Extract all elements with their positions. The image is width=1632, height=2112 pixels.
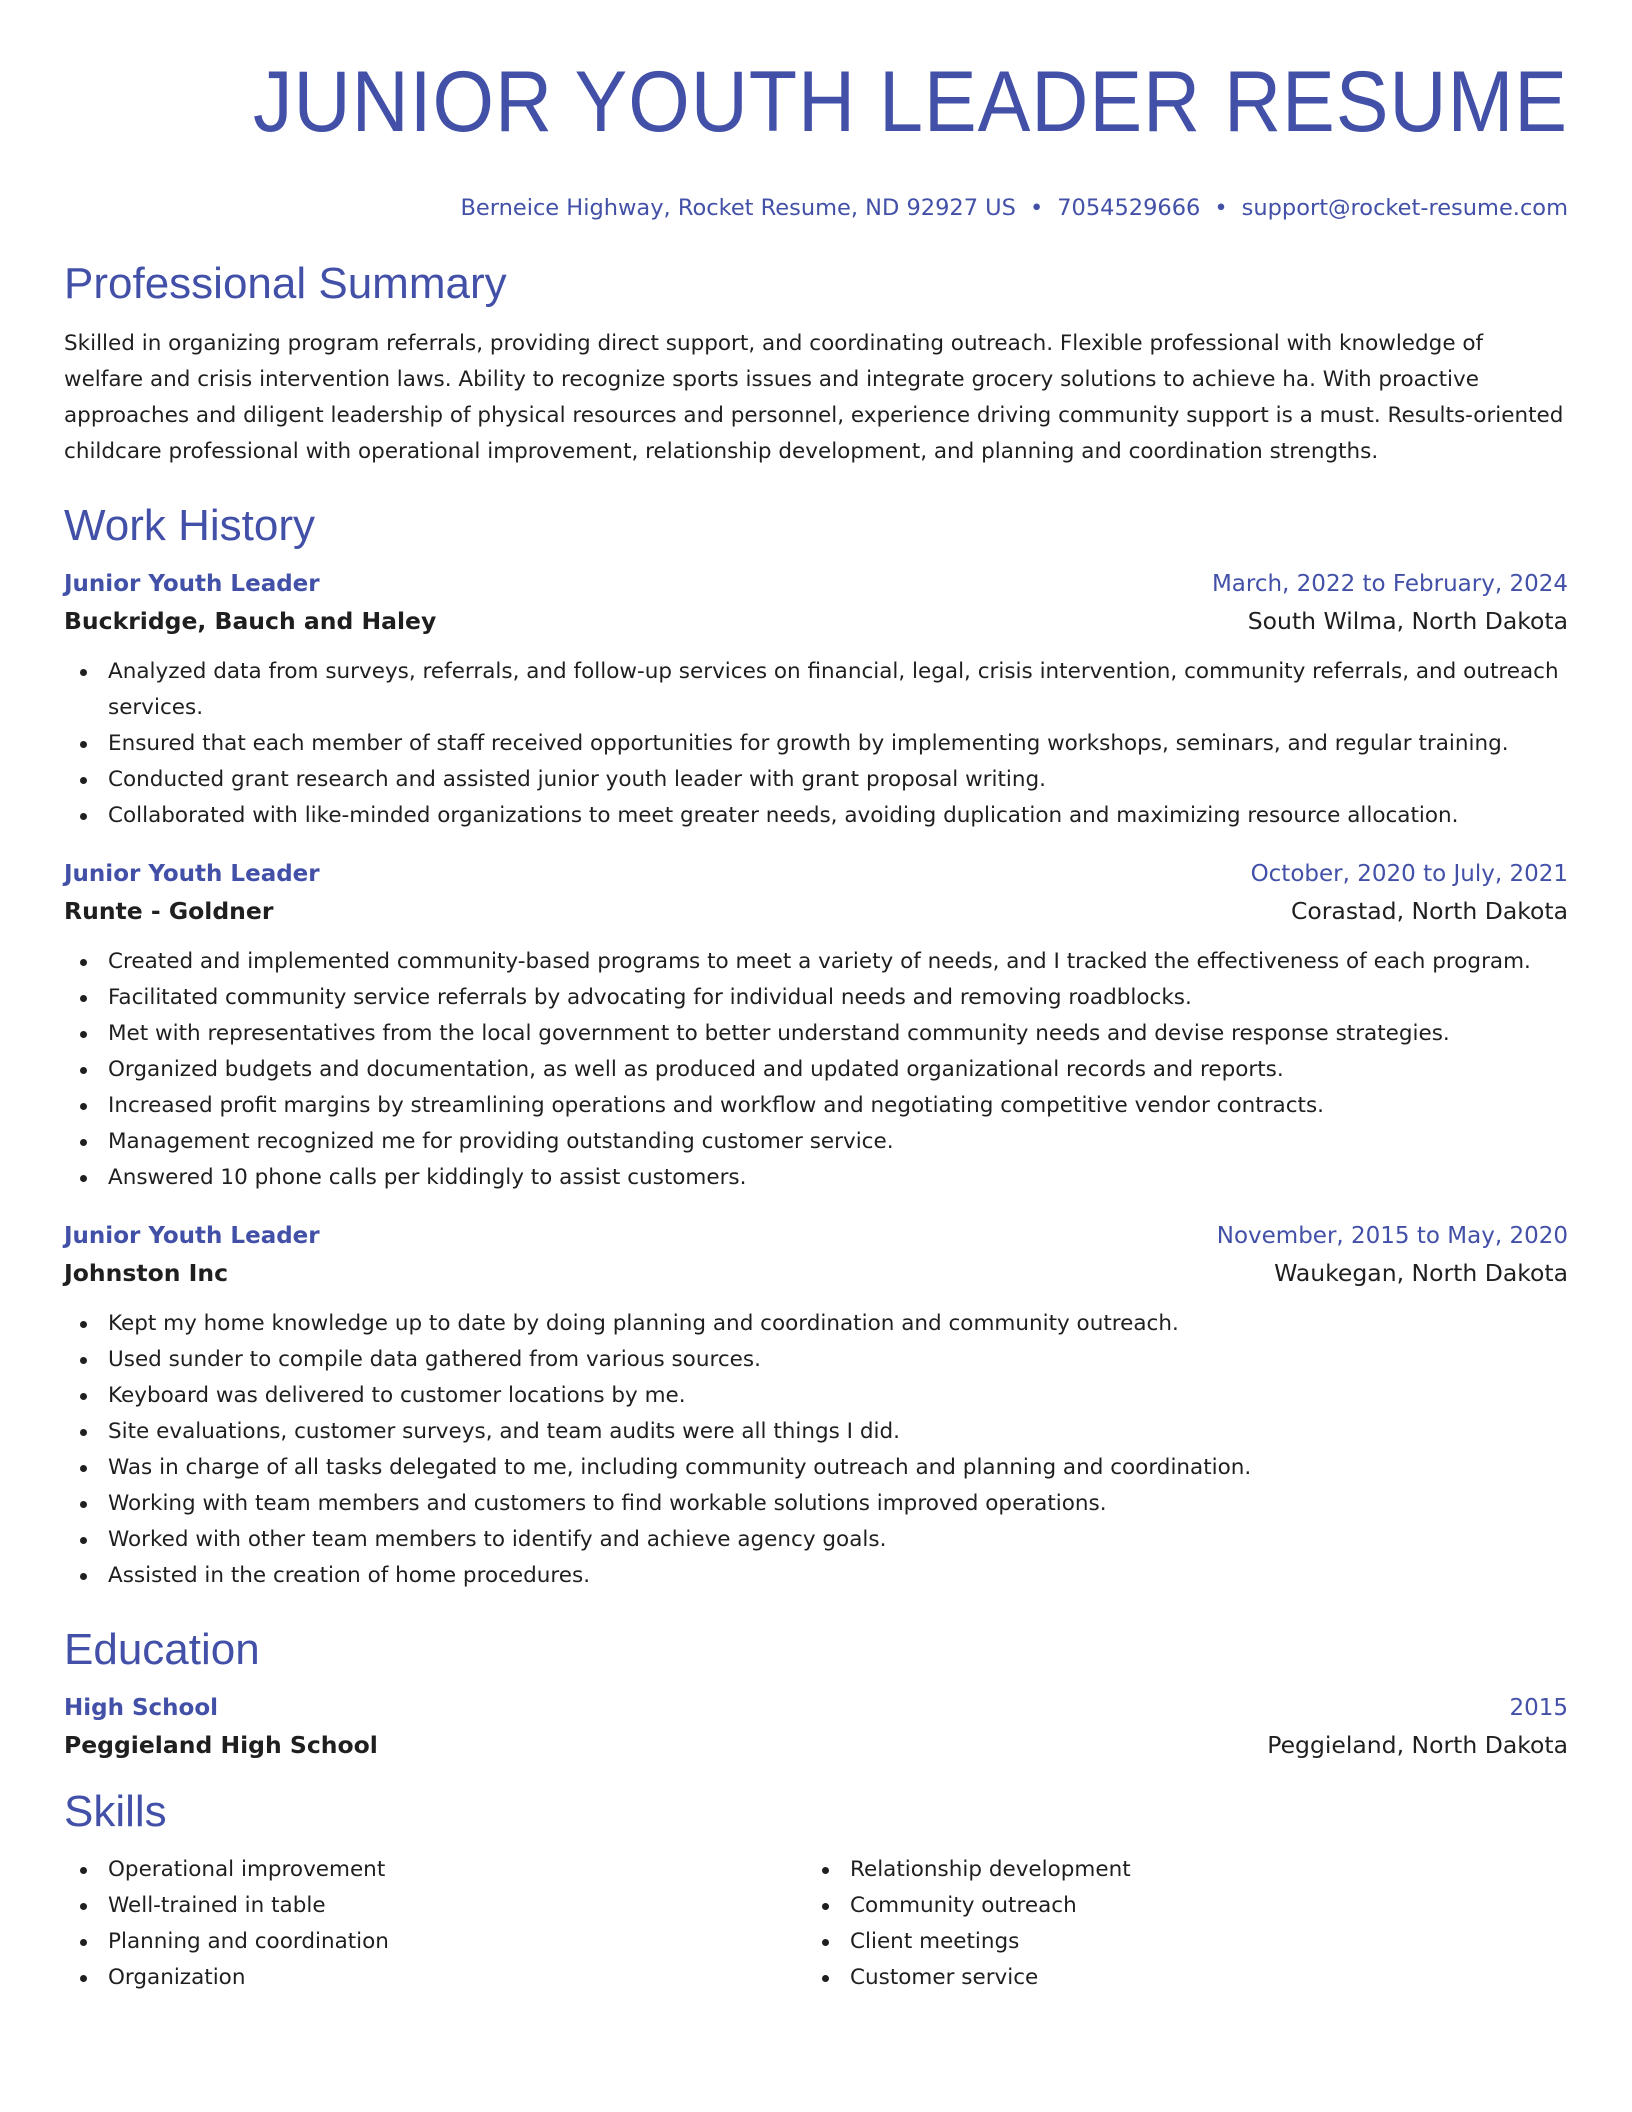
summary-text: Skilled in organizing program referrals, providing direct support, and coordinating outreach. Flexible professional with knowledge of welfare and crisis intervention laws. Ability to recognize sports issues and integrate grocery solutions to achieve ha. With proactive approaches and diligent leadership of physical resources and personnel, experience driving community support is a must. Results-oriented childcare professional with operational improvement, relationship development, and planning and coordination strengths. <box>64 331 1564 464</box>
skill-item: Relationship development <box>806 1852 1548 1888</box>
list-item: Site evaluations, customer surveys, and team audits were all things I did. <box>64 1414 1568 1450</box>
job-title: Junior Youth Leader <box>64 861 320 887</box>
education-section <box>64 1622 1568 1764</box>
summary-section <box>64 256 1568 470</box>
skill-item: Planning and coordination <box>64 1924 806 1960</box>
skill-item: Client meetings <box>806 1924 1548 1960</box>
skills-section <box>64 1784 1568 1996</box>
list-item: Assisted in the creation of home procedures. <box>64 1558 1568 1594</box>
work-history-heading: Work History <box>64 501 315 550</box>
list-item: Management recognized me for providing outstanding customer service. <box>64 1124 1568 1160</box>
contact-phone[interactable]: 7054529666 <box>1057 195 1201 221</box>
list-item: Worked with other team members to identify and achieve agency goals. <box>64 1522 1568 1558</box>
skill-item: Community outreach <box>806 1888 1548 1924</box>
list-item: Answered 10 phone calls per kiddingly to assist customers. <box>64 1160 1568 1196</box>
list-item: Conducted grant research and assisted junior youth leader with grant proposal writing. <box>64 762 1568 798</box>
contact-line <box>64 192 1568 224</box>
work-history-section <box>64 498 1568 1594</box>
skills-left-column <box>64 1852 806 1996</box>
job-dates: November, 2015 to May, 2020 <box>1216 1223 1568 1249</box>
education-entry <box>64 1692 1568 1764</box>
list-item: Organized budgets and documentation, as well as produced and updated organizational records and reports. <box>64 1052 1568 1088</box>
list-item: Used sunder to compile data gathered from various sources. <box>64 1342 1568 1378</box>
list-item: Met with representatives from the local government to better understand community needs and devise response strategies. <box>64 1016 1568 1052</box>
skills-heading: Skills <box>64 1787 167 1836</box>
job-entry <box>64 568 1568 834</box>
job-bullets <box>64 944 1568 1196</box>
skills-right-column <box>806 1852 1548 1996</box>
list-item: Analyzed data from surveys, referrals, and follow-up services on financial, legal, crisis intervention, community referrals, and outreach services. <box>64 654 1568 726</box>
list-item: Collaborated with like-minded organizations to meet greater needs, avoiding duplication and maximizing resource allocation. <box>64 798 1568 834</box>
education-degree: High School <box>64 1695 219 1721</box>
skill-item: Well-trained in table <box>64 1888 806 1924</box>
job-title: Junior Youth Leader <box>64 1223 320 1249</box>
job-entry <box>64 858 1568 1196</box>
skill-item: Customer service <box>806 1960 1548 1996</box>
job-company: Runte - Goldner <box>64 897 274 925</box>
summary-heading: Professional Summary <box>64 259 507 308</box>
job-bullets <box>64 654 1568 834</box>
job-dates: March, 2022 to February, 2024 <box>1211 571 1568 597</box>
job-dates: October, 2020 to July, 2021 <box>1250 861 1568 887</box>
job-location: Waukegan, North Dakota <box>1274 1259 1568 1287</box>
skill-item: Operational improvement <box>64 1852 806 1888</box>
contact-email[interactable]: support@rocket-resume.com <box>1241 195 1568 221</box>
education-school: Peggieland High School <box>64 1731 378 1759</box>
list-item: Keyboard was delivered to customer locations by me. <box>64 1378 1568 1414</box>
education-location: Peggieland, North Dakota <box>1267 1731 1568 1759</box>
list-item: Increased profit margins by streamlining operations and workflow and negotiating competitive vendor contracts. <box>64 1088 1568 1124</box>
contact-address: Berneice Highway, Rocket Resume, ND 92927 US <box>460 195 1016 221</box>
list-item: Kept my home knowledge up to date by doing planning and coordination and community outreach. <box>64 1306 1568 1342</box>
separator-dot: • <box>1029 195 1044 221</box>
job-entry <box>64 1220 1568 1594</box>
resume-page <box>64 0 1568 1996</box>
job-title: Junior Youth Leader <box>64 571 320 597</box>
list-item: Facilitated community service referrals by advocating for individual needs and removing roadblocks. <box>64 980 1568 1016</box>
separator-dot: • <box>1214 195 1228 221</box>
job-location: Corastad, North Dakota <box>1290 897 1568 925</box>
job-bullets <box>64 1306 1568 1594</box>
job-company: Buckridge, Bauch and Haley <box>64 607 437 635</box>
job-location: South Wilma, North Dakota <box>1247 607 1568 635</box>
list-item: Was in charge of all tasks delegated to me, including community outreach and planning and coordination. <box>64 1450 1568 1486</box>
list-item: Created and implemented community-based programs to meet a variety of needs, and I tracked the effectiveness of each program. <box>64 944 1568 980</box>
skills-grid <box>64 1852 1568 1996</box>
list-item: Ensured that each member of staff received opportunities for growth by implementing workshops, seminars, and regular training. <box>64 726 1568 762</box>
education-year: 2015 <box>1509 1695 1568 1721</box>
list-item: Working with team members and customers to find workable solutions improved operations. <box>64 1486 1568 1522</box>
education-heading: Education <box>64 1625 260 1674</box>
resume-title: JUNIOR YOUTH LEADER RESUME <box>253 54 1568 150</box>
skill-item: Organization <box>64 1960 806 1996</box>
job-company: Johnston Inc <box>64 1259 229 1287</box>
